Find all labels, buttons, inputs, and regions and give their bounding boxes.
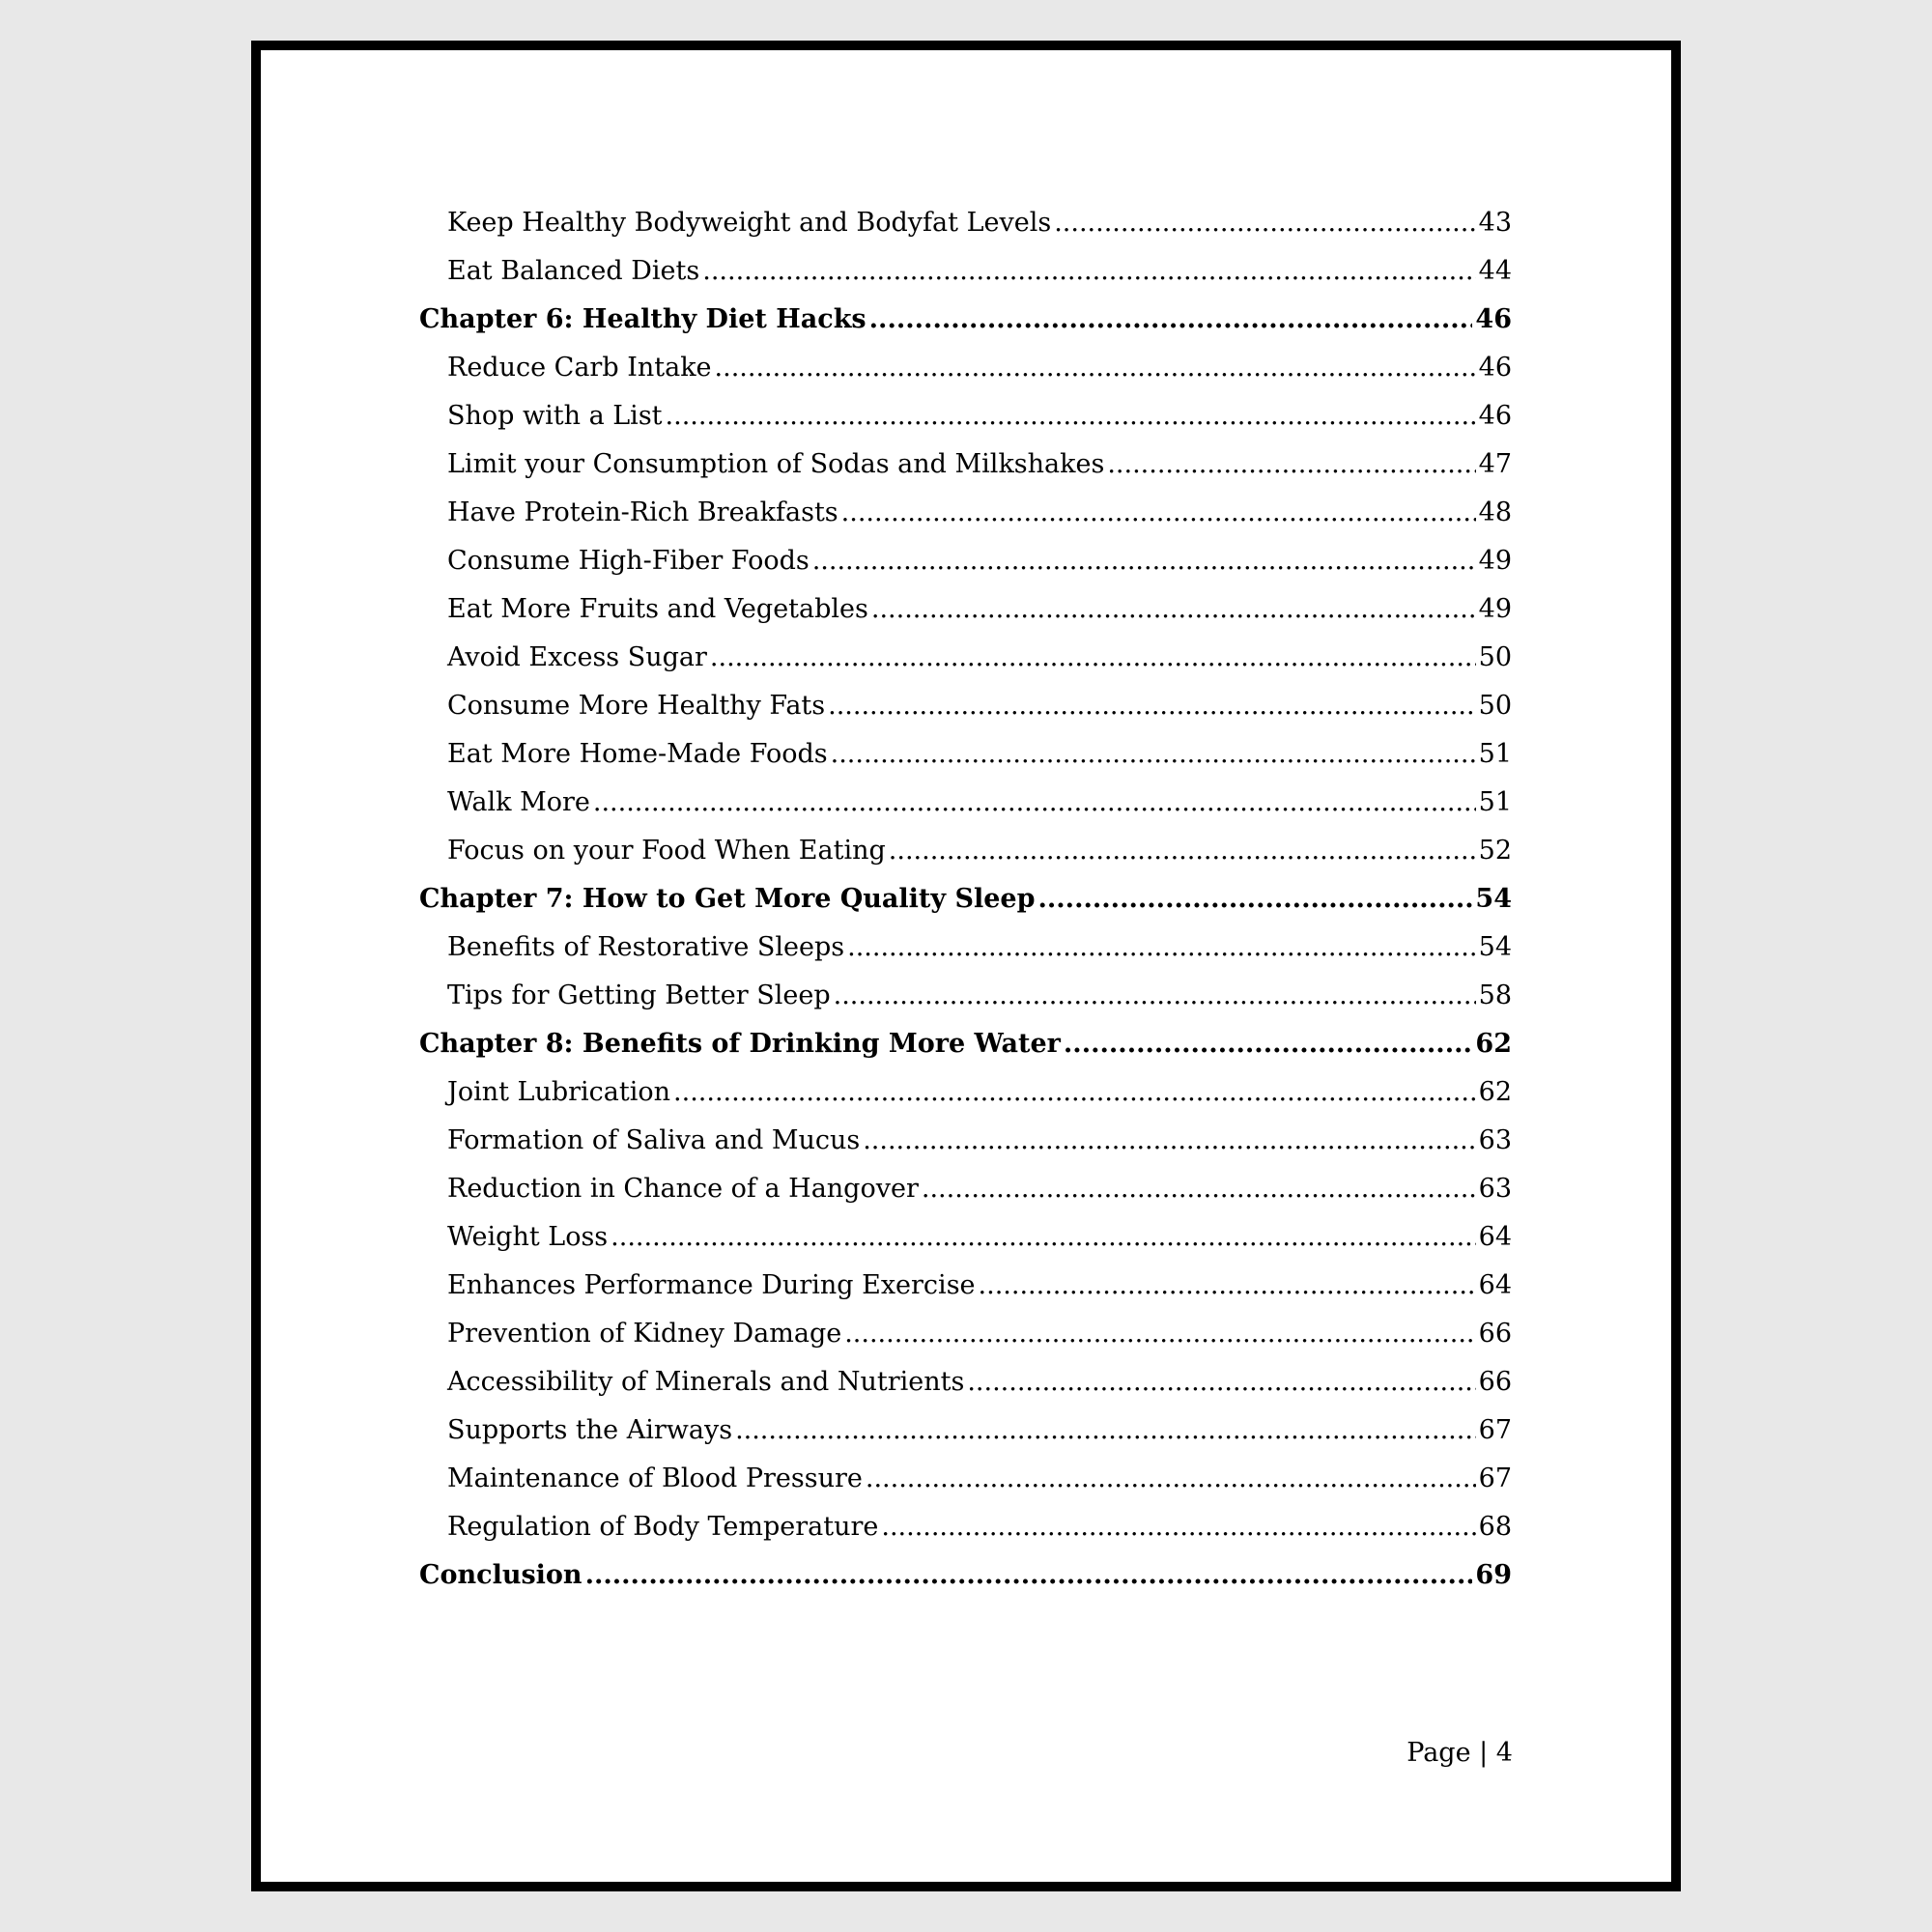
toc-dot-leader xyxy=(673,1077,1476,1107)
toc-entry-page: 50 xyxy=(1478,642,1512,672)
toc-entry-title: Supports the Airways xyxy=(447,1415,733,1445)
toc-chapter-entry[interactable] xyxy=(419,304,1512,353)
document-page xyxy=(251,41,1681,1891)
toc-dot-leader xyxy=(979,1270,1476,1300)
toc-entry-title: Prevention of Kidney Damage xyxy=(447,1319,842,1349)
toc-entry-title: Keep Healthy Bodyweight and Bodyfat Levels xyxy=(447,208,1052,238)
toc-entry-page: 51 xyxy=(1478,787,1512,817)
toc-entry[interactable] xyxy=(419,256,1512,304)
toc-entry[interactable] xyxy=(419,594,1512,642)
toc-dot-leader xyxy=(702,256,1475,286)
toc-entry-page: 44 xyxy=(1478,256,1512,286)
toc-entry-page: 63 xyxy=(1478,1174,1512,1204)
toc-entry[interactable] xyxy=(419,1174,1512,1222)
toc-entry-page: 49 xyxy=(1478,594,1512,624)
toc-entry-page: 43 xyxy=(1478,208,1512,238)
toc-entry[interactable] xyxy=(419,1222,1512,1270)
toc-dot-leader xyxy=(1037,884,1472,914)
toc-dot-leader xyxy=(922,1174,1476,1204)
toc-entry-title: Consume High-Fiber Foods xyxy=(447,546,810,576)
toc-entry-page: 62 xyxy=(1478,1077,1512,1107)
toc-entry[interactable] xyxy=(419,1512,1512,1560)
toc-dot-leader xyxy=(812,546,1476,576)
toc-entry[interactable] xyxy=(419,449,1512,497)
page-number: Page | 4 xyxy=(1406,1738,1513,1768)
toc-dot-leader xyxy=(1054,208,1475,238)
toc-entry-title: Reduce Carb Intake xyxy=(447,353,712,383)
toc-entry-title: Accessibility of Minerals and Nutrients xyxy=(447,1367,965,1397)
toc-entry-title: Focus on your Food When Eating xyxy=(447,836,886,866)
toc-entry[interactable] xyxy=(419,836,1512,884)
toc-dot-leader xyxy=(735,1415,1476,1445)
toc-entry-page: 64 xyxy=(1478,1222,1512,1252)
toc-entry-title: Weight Loss xyxy=(447,1222,609,1252)
toc-entry-title: Have Protein-Rich Breakfasts xyxy=(447,497,838,527)
toc-entry-title: Joint Lubrication xyxy=(447,1077,671,1107)
toc-entry-title: Shop with a List xyxy=(447,401,663,431)
toc-entry-title: Eat More Fruits and Vegetables xyxy=(447,594,868,624)
toc-dot-leader xyxy=(828,691,1476,721)
toc-dot-leader xyxy=(869,304,1473,334)
toc-entry-page: 54 xyxy=(1478,932,1512,962)
toc-entry-page: 51 xyxy=(1478,739,1512,769)
toc-entry-title: Chapter 7: How to Get More Quality Sleep xyxy=(419,884,1036,914)
toc-dot-leader xyxy=(967,1367,1475,1397)
toc-dot-leader xyxy=(866,1463,1476,1493)
toc-dot-leader xyxy=(841,497,1476,527)
toc-entry[interactable] xyxy=(419,642,1512,691)
toc-entry[interactable] xyxy=(419,1415,1512,1463)
toc-entry[interactable] xyxy=(419,1077,1512,1125)
toc-entry-title: Conclusion xyxy=(419,1560,582,1590)
toc-dot-leader xyxy=(889,836,1476,866)
toc-entry-page: 67 xyxy=(1478,1463,1512,1493)
toc-entry-page: 68 xyxy=(1478,1512,1512,1542)
toc-entry-page: 47 xyxy=(1478,449,1512,479)
toc-entry-page: 69 xyxy=(1475,1560,1512,1590)
toc-dot-leader xyxy=(881,1512,1475,1542)
toc-entry-title: Maintenance of Blood Pressure xyxy=(447,1463,863,1493)
toc-dot-leader xyxy=(847,932,1476,962)
toc-entry-page: 62 xyxy=(1475,1029,1512,1059)
toc-entry[interactable] xyxy=(419,1319,1512,1367)
toc-entry-title: Benefits of Restorative Sleeps xyxy=(447,932,845,962)
toc-entry-title: Consume More Healthy Fats xyxy=(447,691,826,721)
toc-entry-title: Limit your Consumption of Sodas and Milkshakes xyxy=(447,449,1105,479)
toc-entry-page: 58 xyxy=(1478,980,1512,1010)
toc-entry-title: Chapter 8: Benefits of Drinking More Water xyxy=(419,1029,1061,1059)
toc-entry-page: 46 xyxy=(1478,353,1512,383)
toc-entry[interactable] xyxy=(419,787,1512,836)
toc-entry-page: 48 xyxy=(1478,497,1512,527)
toc-entry-page: 46 xyxy=(1478,401,1512,431)
toc-dot-leader xyxy=(585,1560,1473,1590)
toc-dot-leader xyxy=(611,1222,1475,1252)
toc-entry-title: Eat Balanced Diets xyxy=(447,256,700,286)
toc-dot-leader xyxy=(666,401,1476,431)
toc-chapter-entry[interactable] xyxy=(419,1560,1512,1608)
toc-entry-title: Tips for Getting Better Sleep xyxy=(447,980,831,1010)
toc-entry-page: 49 xyxy=(1478,546,1512,576)
toc-entry[interactable] xyxy=(419,980,1512,1029)
toc-chapter-entry[interactable] xyxy=(419,1029,1512,1077)
toc-entry-title: Walk More xyxy=(447,787,590,817)
toc-entry-page: 52 xyxy=(1478,836,1512,866)
toc-entry-title: Eat More Home-Made Foods xyxy=(447,739,828,769)
toc-dot-leader xyxy=(1107,449,1475,479)
toc-entry[interactable] xyxy=(419,497,1512,546)
toc-entry[interactable] xyxy=(419,1463,1512,1512)
toc-entry[interactable] xyxy=(419,739,1512,787)
toc-entry[interactable] xyxy=(419,691,1512,739)
toc-entry[interactable] xyxy=(419,1270,1512,1319)
toc-entry-page: 64 xyxy=(1478,1270,1512,1300)
toc-entry-title: Reduction in Chance of a Hangover xyxy=(447,1174,919,1204)
toc-entry-title: Chapter 6: Healthy Diet Hacks xyxy=(419,304,867,334)
toc-entry-title: Avoid Excess Sugar xyxy=(447,642,707,672)
toc-entry[interactable] xyxy=(419,401,1512,449)
toc-entry-page: 50 xyxy=(1478,691,1512,721)
toc-entry-page: 66 xyxy=(1478,1319,1512,1349)
toc-entry-page: 63 xyxy=(1478,1125,1512,1155)
toc-dot-leader xyxy=(871,594,1476,624)
toc-entry-page: 46 xyxy=(1475,304,1512,334)
toc-entry[interactable] xyxy=(419,1367,1512,1415)
toc-dot-leader xyxy=(710,642,1476,672)
toc-entry-title: Formation of Saliva and Mucus xyxy=(447,1125,861,1155)
toc-dot-leader xyxy=(834,980,1476,1010)
toc-entry-page: 66 xyxy=(1478,1367,1512,1397)
toc-dot-leader xyxy=(844,1319,1475,1349)
toc-entry-title: Enhances Performance During Exercise xyxy=(447,1270,976,1300)
toc-entry-page: 54 xyxy=(1475,884,1512,914)
toc-entry[interactable] xyxy=(419,1125,1512,1174)
toc-dot-leader xyxy=(863,1125,1475,1155)
toc-dot-leader xyxy=(593,787,1476,817)
toc-chapter-entry[interactable] xyxy=(419,884,1512,932)
toc-entry[interactable] xyxy=(419,932,1512,980)
toc-entry[interactable] xyxy=(419,546,1512,594)
toc-dot-leader xyxy=(831,739,1476,769)
table-of-contents xyxy=(419,208,1512,1608)
toc-entry[interactable] xyxy=(419,208,1512,256)
toc-entry[interactable] xyxy=(419,353,1512,401)
toc-entry-page: 67 xyxy=(1478,1415,1512,1445)
toc-dot-leader xyxy=(1064,1029,1473,1059)
toc-dot-leader xyxy=(715,353,1476,383)
toc-entry-title: Regulation of Body Temperature xyxy=(447,1512,879,1542)
